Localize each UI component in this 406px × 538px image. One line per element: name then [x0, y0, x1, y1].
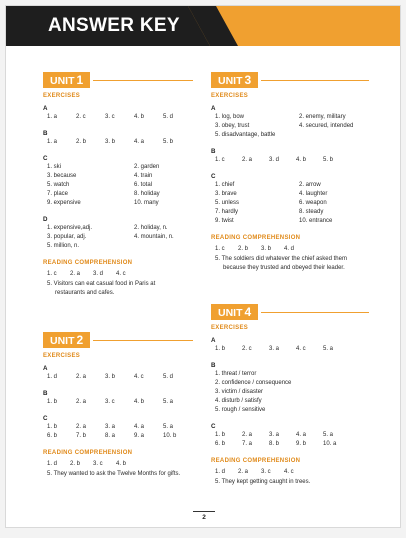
list-item: 9. twist 10. entrance: [215, 218, 333, 224]
page-number: 2: [202, 514, 206, 521]
unit-4-reading-row: 1. d 2. a 3. c 4. c: [215, 469, 294, 475]
list-item: 5. watch 6. total: [47, 182, 153, 188]
unit-2-reading-row: 1. d 2. b 3. c 4. b: [47, 461, 127, 467]
unit-1-reading-row: 1. c 2. a 3. d 4. c: [47, 271, 126, 277]
unit-1-exercises-title: EXERCISES: [43, 93, 81, 99]
answer: 2. b: [76, 139, 87, 145]
page-title: ANSWER KEY: [48, 15, 180, 36]
unit-3-reading-row: 1. c 2. b 3. b 4. d: [215, 246, 295, 252]
unit-3-exercises-title: EXERCISES: [211, 93, 249, 99]
unit-2-group-b-row: 1. b 2. a 3. c 4. b 5. a: [47, 399, 174, 405]
list-item: 5. million, n.: [47, 243, 80, 249]
unit-2-group-c-row-2: 6. b 7. b 8. a 9. a 10. b: [47, 433, 177, 439]
answer: 2. c: [76, 114, 86, 120]
unit-4-section: [211, 303, 371, 487]
unit-2-badge: UNIT 2: [43, 332, 90, 348]
unit-2-exercises-title: EXERCISES: [43, 353, 81, 359]
answer: 1. a: [47, 139, 58, 145]
list-item: 7. hardly 8. steady: [215, 209, 324, 215]
unit-1-group-c-rows: [43, 164, 203, 209]
list-item: 7. place 8. holiday: [47, 191, 160, 197]
answer: 4. b: [134, 114, 145, 120]
list-item: 2. confidence / consequence: [215, 380, 292, 386]
unit-4-group-a-row: 1. b 2. c 3. a 4. c 5. a: [215, 346, 334, 352]
header-banner: [6, 6, 401, 46]
answer: 3. b: [105, 139, 116, 145]
unit-1-reading-title: READING COMPREHENSION: [43, 260, 133, 266]
unit-3-group-a-letter: A: [211, 105, 216, 112]
unit-4-group-c-letter: C: [211, 423, 216, 430]
unit-4-group-c-row-2: 6. b 7. a 8. b 9. b 10. a: [215, 441, 337, 447]
answer: 4. a: [134, 139, 145, 145]
unit-2-rule: [93, 340, 193, 341]
unit-3-group-b-row: 1. c 2. a 3. d 4. b 5. b: [215, 157, 334, 163]
answer: 1. a: [47, 114, 58, 120]
unit-2-group-a-letter: A: [43, 365, 48, 372]
unit-1-group-c-letter: C: [43, 155, 48, 162]
unit-3-reading-title: READING COMPREHENSION: [211, 235, 301, 241]
list-item: 5. rough / sensitive: [215, 407, 266, 413]
unit-2-group-c-letter: C: [43, 415, 48, 422]
unit-2-group-a-row: 1. d 2. a 3. b 4. c 5. d: [47, 374, 174, 380]
page-number-rule: [193, 511, 215, 512]
unit-3-reading-answer-5: 5. The soldiers did whatever the chief asked them: [215, 256, 347, 262]
unit-4-group-c-row-1: 1. b 2. a 3. a 4. a 5. a: [215, 432, 334, 438]
list-item: 3. because 4. train: [47, 173, 153, 179]
list-item: 1. ski 2. garden: [47, 164, 160, 170]
unit-3-section: [211, 71, 371, 272]
answer-key-page: [5, 5, 401, 528]
unit-4-exercises-title: EXERCISES: [211, 325, 249, 331]
unit-1-group-d-letter: D: [43, 216, 48, 223]
list-item: 9. expensive 10. many: [47, 200, 159, 206]
unit-4-rule: [261, 312, 369, 313]
list-item: 1. expensive,adj. 2. holiday, n.: [47, 225, 168, 231]
unit-3-group-a-rows: [211, 114, 371, 141]
unit-1-badge: UNIT 1: [43, 72, 90, 88]
unit-1-reading-answer-5-cont: restaurants and cafes.: [55, 289, 115, 296]
answer: 5. b: [163, 139, 174, 145]
unit-3-group-b-letter: B: [211, 148, 216, 155]
unit-2-section: [43, 331, 203, 479]
list-item: 1. chief 2. arrow: [215, 182, 321, 188]
unit-1-group-d-rows: [43, 225, 203, 252]
unit-1-rule: [93, 80, 193, 81]
unit-4-reading-title: READING COMPREHENSION: [211, 458, 301, 464]
unit-3-reading-answer-5-cont: because they trusted and obeyed their leader.: [223, 264, 345, 271]
unit-3-badge: UNIT 3: [211, 72, 258, 88]
unit-2-reading-answer-5: 5. They wanted to ask the Twelve Months for gifts.: [47, 471, 181, 477]
unit-2-group-c-row-1: 1. b 2. a 3. a 4. a 5. a: [47, 424, 174, 430]
unit-1-group-b-letter: B: [43, 130, 48, 137]
list-item: 5. disadvantage, battle: [215, 132, 276, 138]
list-item: 3. popular, adj. 4. mountain, n.: [47, 234, 174, 240]
unit-3-group-c-rows: [211, 182, 371, 227]
list-item: 4. disturb / satisfy: [215, 398, 262, 404]
page-footer: [186, 511, 222, 521]
answer: 3. c: [105, 114, 115, 120]
unit-3-rule: [261, 80, 369, 81]
unit-1-group-a-letter: A: [43, 105, 48, 112]
unit-4-reading-answer-5: 5. They kept getting caught in trees.: [215, 479, 311, 485]
list-item: 1. threat / terror: [215, 371, 257, 377]
unit-1-group-a-row: [43, 114, 203, 123]
list-item: 3. obey, trust 4. secured, intended: [215, 123, 354, 129]
unit-4-group-b-rows: [211, 371, 371, 416]
unit-1-reading-answer-5: 5. Visitors can eat casual food in Paris at: [47, 281, 156, 287]
unit-4-group-a-letter: A: [211, 337, 216, 344]
list-item: 3. victim / disaster: [215, 389, 264, 395]
list-item: 1. log, bow 2. enemy, military: [215, 114, 346, 120]
unit-2-reading-title: READING COMPREHENSION: [43, 450, 133, 456]
unit-1-section: [43, 71, 203, 297]
unit-2-group-b-letter: B: [43, 390, 48, 397]
unit-4-group-b-letter: B: [211, 362, 216, 369]
answer: 5. d: [163, 114, 174, 120]
unit-3-group-c-letter: C: [211, 173, 216, 180]
list-item: 3. brave 4. laughter: [215, 191, 328, 197]
list-item: 5. unless 6. weapon: [215, 200, 327, 206]
unit-4-badge: UNIT 4: [211, 304, 258, 320]
unit-1-group-b-row: [43, 139, 203, 148]
